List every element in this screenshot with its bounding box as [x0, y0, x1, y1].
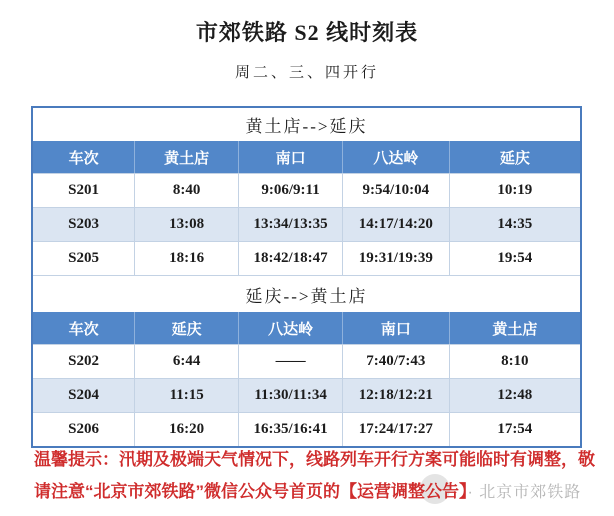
time-cell: 14:35 [449, 208, 580, 241]
watermark-text: · 北京市郊铁路 [467, 484, 582, 501]
time-cell: 8:10 [449, 345, 580, 378]
time-cell: 10:19 [449, 174, 580, 207]
time-cell: 13:34/13:35 [238, 208, 342, 241]
table2-col-nankou: 南口 [342, 312, 449, 344]
time-cell: 17:54 [449, 413, 580, 446]
time-cell: 11:15 [134, 379, 238, 412]
notice-line-2-text: 请注意“北京市郊铁路”微信公众号首页的【运营调整公告】 [34, 482, 468, 501]
time-cell: 18:16 [134, 242, 238, 275]
table1-col-yanqing: 延庆 [449, 141, 580, 173]
train-number: S203 [68, 216, 100, 232]
warm-notice [34, 444, 595, 509]
time-cell: 19:54 [449, 242, 580, 275]
notice-line-1: 温馨提示：汛期及极端天气情况下，线路列车开行方案可能临时有调整，敬 [34, 450, 595, 469]
operating-days-subtitle: 周二、三、四开行 [234, 65, 379, 81]
s2-timetable [31, 106, 582, 448]
notice-line-2 [34, 476, 586, 509]
timetable-page [0, 16, 614, 516]
table-row-s202 [33, 344, 580, 378]
table2-header-row [33, 312, 580, 344]
table-row-s201 [33, 173, 580, 207]
time-cell: 11:30/11:34 [238, 379, 342, 412]
page-title: 市郊铁路 S2 线时刻表 [195, 20, 419, 45]
time-cell: 16:35/16:41 [238, 413, 342, 446]
time-cell: 9:06/9:11 [238, 174, 342, 207]
no-stop-dash: —— [238, 345, 342, 378]
table-row-s203 [33, 207, 580, 241]
table1-col-nankou: 南口 [238, 141, 342, 173]
train-number: S204 [68, 387, 100, 403]
direction-caption-huangtudian-to-yanqing: 黄土店-->延庆 [33, 108, 580, 141]
table2-col-yanqing: 延庆 [134, 312, 238, 344]
table2-col-badaling: 八达岭 [238, 312, 342, 344]
table-row-s206 [33, 412, 580, 446]
time-cell: 8:40 [134, 174, 238, 207]
table2-col-train: 车次 [68, 320, 99, 338]
time-cell: 19:31/19:39 [342, 242, 449, 275]
time-cell: 12:18/12:21 [342, 379, 449, 412]
time-cell: 6:44 [134, 345, 238, 378]
table2-col-huangtudian: 黄土店 [449, 312, 580, 344]
train-number: S206 [68, 421, 100, 437]
time-cell: 7:40/7:43 [342, 345, 449, 378]
table-row-s205 [33, 241, 580, 275]
time-cell: 12:48 [449, 379, 580, 412]
time-cell: 17:24/17:27 [342, 413, 449, 446]
table-row-s204 [33, 378, 580, 412]
table1-col-train: 车次 [68, 149, 99, 167]
time-cell: 9:54/10:04 [342, 174, 449, 207]
train-number: S201 [68, 182, 100, 198]
time-cell: 13:08 [134, 208, 238, 241]
time-cell: 16:20 [134, 413, 238, 446]
train-number: S202 [68, 353, 100, 369]
table1-col-badaling: 八达岭 [342, 141, 449, 173]
time-cell: 18:42/18:47 [238, 242, 342, 275]
table1-col-huangtudian: 黄土店 [134, 141, 238, 173]
table1-header-row [33, 141, 580, 173]
direction-caption-yanqing-to-huangtudian: 延庆-->黄土店 [33, 275, 580, 312]
time-cell: 14:17/14:20 [342, 208, 449, 241]
train-number: S205 [68, 250, 100, 266]
